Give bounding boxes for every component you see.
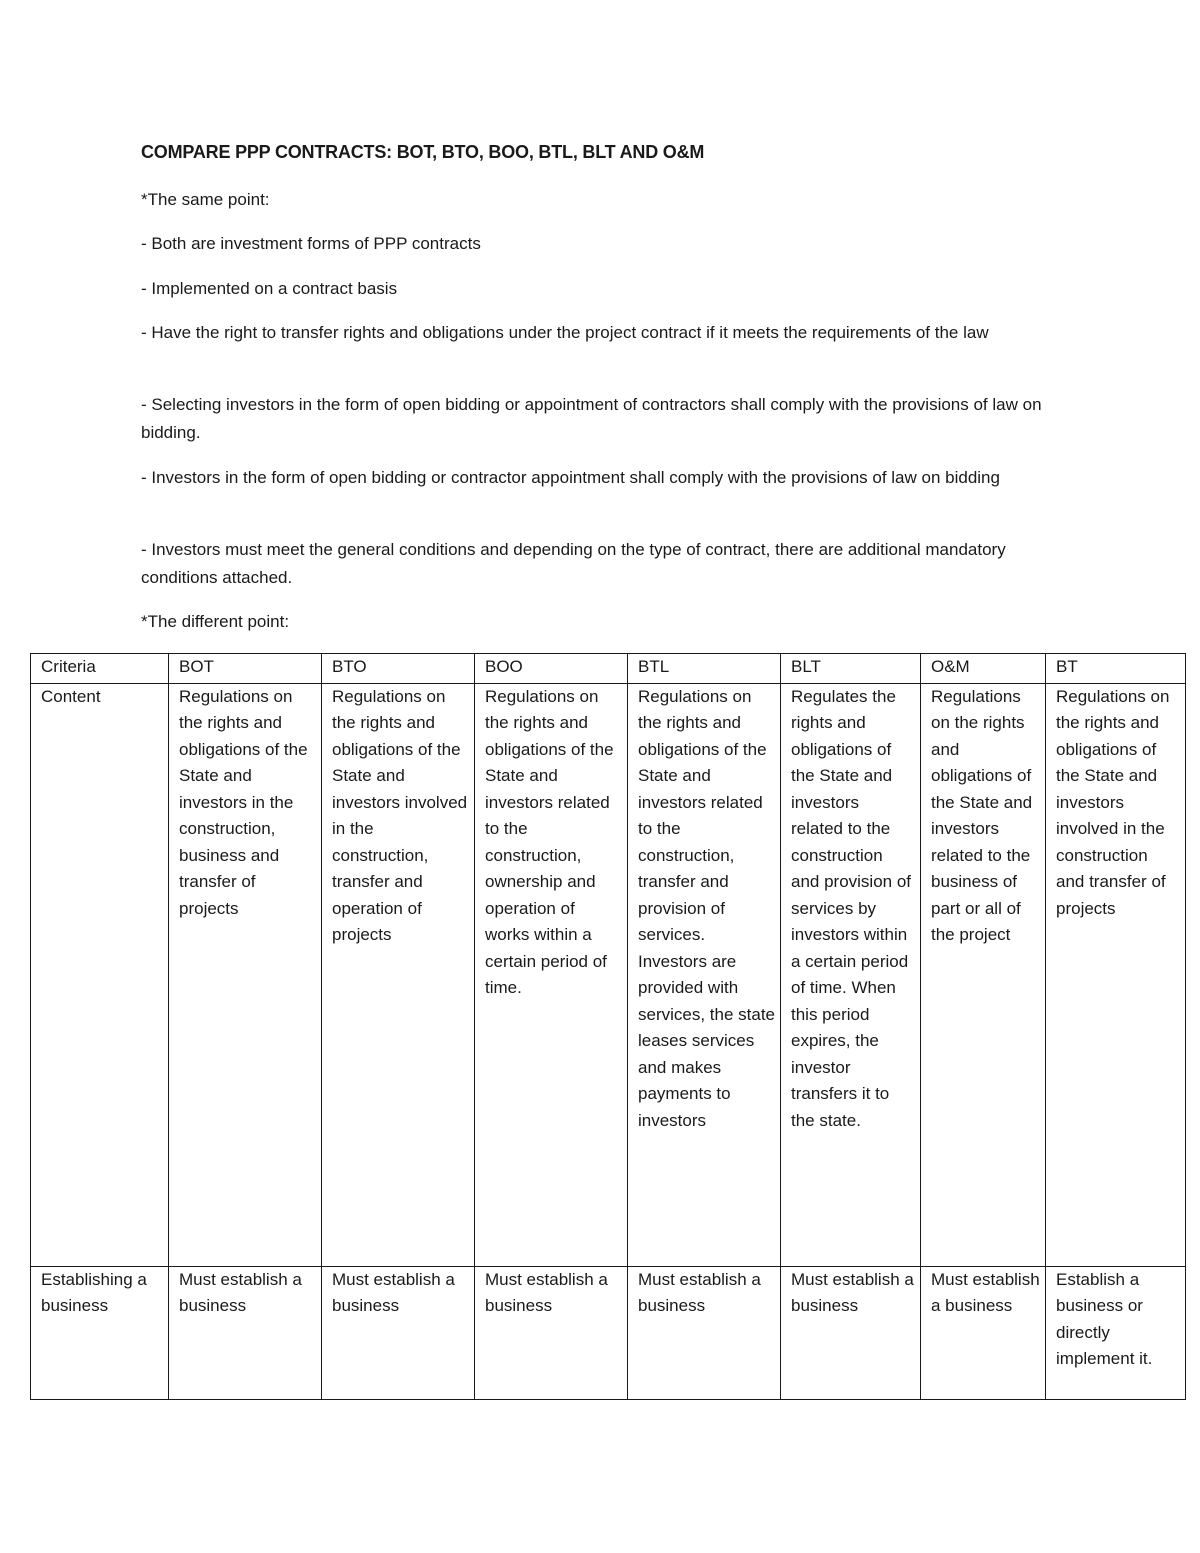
same-point-item: - Selecting investors in the form of open bidding or appointment of contractors shall comply with the provisions of law on bidding. [141,395,1042,442]
same-point-item: - Investors must meet the general conditions and depending on the type of contract, there are additional mandatory conditions attached. [141,540,1006,587]
header-criteria: Criteria [31,654,169,684]
table-cell: Regulations on the rights and obligations of the State and investors involved in the construction, transfer and operation of projects [322,683,475,1266]
table-cell: Regulations on the rights and obligations of the State and investors related to the business of part or all of the project [921,683,1046,1266]
table-cell: Must establish a business [781,1266,921,1399]
document-title: COMPARE PPP CONTRACTS: BOT, BTO, BOO, BTL, BLT AND O&M [141,142,705,162]
table-row [31,1266,1186,1399]
table-cell: Establishing a business [31,1266,169,1399]
table-cell: Regulations on the rights and obligations of the State and investors related to the construction, ownership and operation of works within a certain period of time. [475,683,628,1266]
header-blt: BLT [781,654,921,684]
table-cell: Regulations on the rights and obligations of the State and investors involved in the construction and transfer of projects [1046,683,1186,1266]
same-point-heading: *The same point: [141,190,270,209]
table-cell: Must establish a business [921,1266,1046,1399]
same-point-item: - Implemented on a contract basis [141,279,398,298]
different-point-heading: *The different point: [141,612,290,631]
header-bt: BT [1046,654,1186,684]
table-row [31,683,1186,1266]
same-point-item: - Investors in the form of open bidding or contractor appointment shall comply with the provisions of law on bidding [141,468,1000,487]
table-cell: Must establish a business [322,1266,475,1399]
table-cell: Regulations on the rights and obligations of the State and investors related to the construction, transfer and provision of services. Investors are provided with services, the state leases services and makes payments to investors [628,683,781,1266]
table-cell: Must establish a business [169,1266,322,1399]
table-cell: Regulates the rights and obligations of the State and investors related to the construction and provision of services by investors within a certain period of time. When this period expires, the investor transfers it to the state. [781,683,921,1266]
same-point-item: - Both are investment forms of PPP contracts [141,234,481,253]
table-cell: Must establish a business [628,1266,781,1399]
header-bto: BTO [322,654,475,684]
same-point-item: - Have the right to transfer rights and obligations under the project contract if it meets the requirements of the law [141,323,989,342]
table-cell: Regulations on the rights and obligations of the State and investors in the construction, business and transfer of projects [169,683,322,1266]
header-bot: BOT [169,654,322,684]
header-om: O&M [921,654,1046,684]
table-cell: Must establish a business [475,1266,628,1399]
comparison-table [30,653,1186,1400]
table-cell: Establish a business or directly implement it. [1046,1266,1186,1399]
table-header-row [31,654,1186,684]
header-boo: BOO [475,654,628,684]
table-cell: Content [31,683,169,1266]
header-btl: BTL [628,654,781,684]
